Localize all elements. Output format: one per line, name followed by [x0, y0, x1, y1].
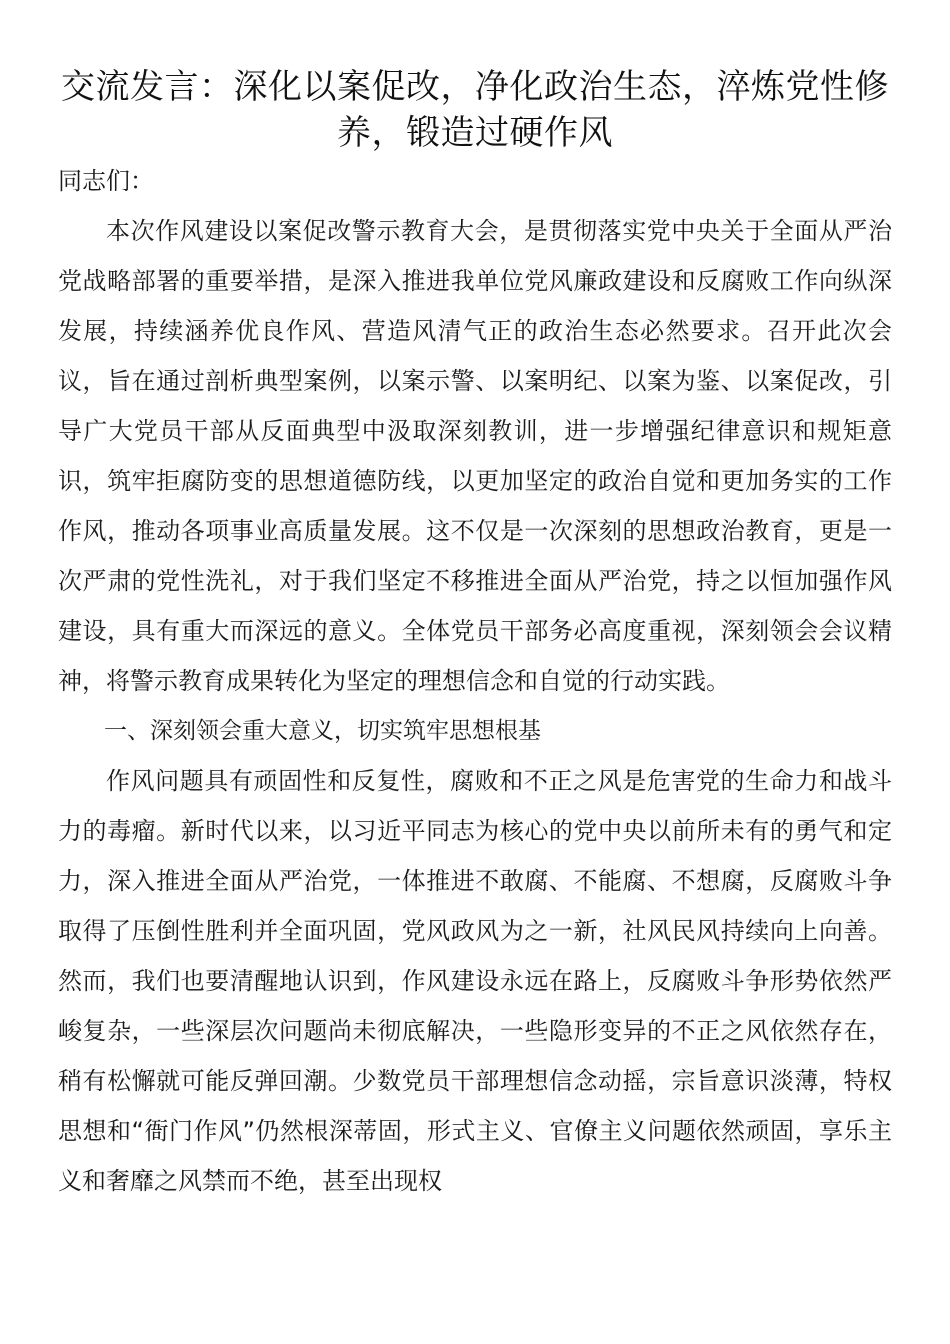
salutation: 同志们：: [58, 167, 154, 195]
intro-paragraph: 本次作风建设以案促改警示教育大会，是贯彻落实党中央关于全面从严治党战略部署的重要举措，是深入推进我单位党风廉政建设和反腐败工作向纵深发展，持续涵养优良作风、营造风清气正的政治生态必然要求。召开此次会议，旨在通过剖析典型案例，以案示警、以案明纪、以案为鉴、以案促改，引导广大党员干部从反面典型中汲取深刻教训，进一步增强纪律意识和规矩意识，筑牢拒腐防变的思想道德防线，以更加坚定的政治自觉和更加务实的工作作风，推动各项事业高质量发展。这不仅是一次深刻的思想政治教育，更是一次严肃的党性洗礼，对于我们坚定不移推进全面从严治党，持之以恒加强作风建设，具有重大而深远的意义。全体党员干部务必高度重视，深刻领会会议精神，将警示教育成果转化为坚定的理想信念和自觉的行动实践。: [58, 217, 892, 695]
document-title: 交流发言：深化以案促改，净化政治生态，淬炼党性修养，锻造过硬作风: [61, 67, 889, 153]
section-paragraph: 作风问题具有顽固性和反复性，腐败和不正之风是危害党的生命力和战斗力的毒瘤。新时代以来，以习近平同志为核心的党中央以前所未有的勇气和定力，深入推进全面从严治党，一体推进不敢腐、不能腐、不想腐，反腐败斗争取得了压倒性胜利并全面巩固，党风政风为之一新，社风民风持续向上向善。然而，我们也要清醒地认识到，作风建设永远在路上，反腐败斗争形势依然严峻复杂，一些深层次问题尚未彻底解决，一些隐形变异的不正之风依然存在，稍有松懈就可能反弹回潮。少数党员干部理想信念动摇，宗旨意识淡薄，特权思想和“衙门作风”仍然根深蒂固，形式主义、官僚主义问题依然顽固，享乐主义和奢靡之风禁而不绝，甚至出现权: [58, 767, 892, 1195]
section-heading: 一、深刻领会重大意义，切实筑牢思想根基: [104, 718, 541, 744]
